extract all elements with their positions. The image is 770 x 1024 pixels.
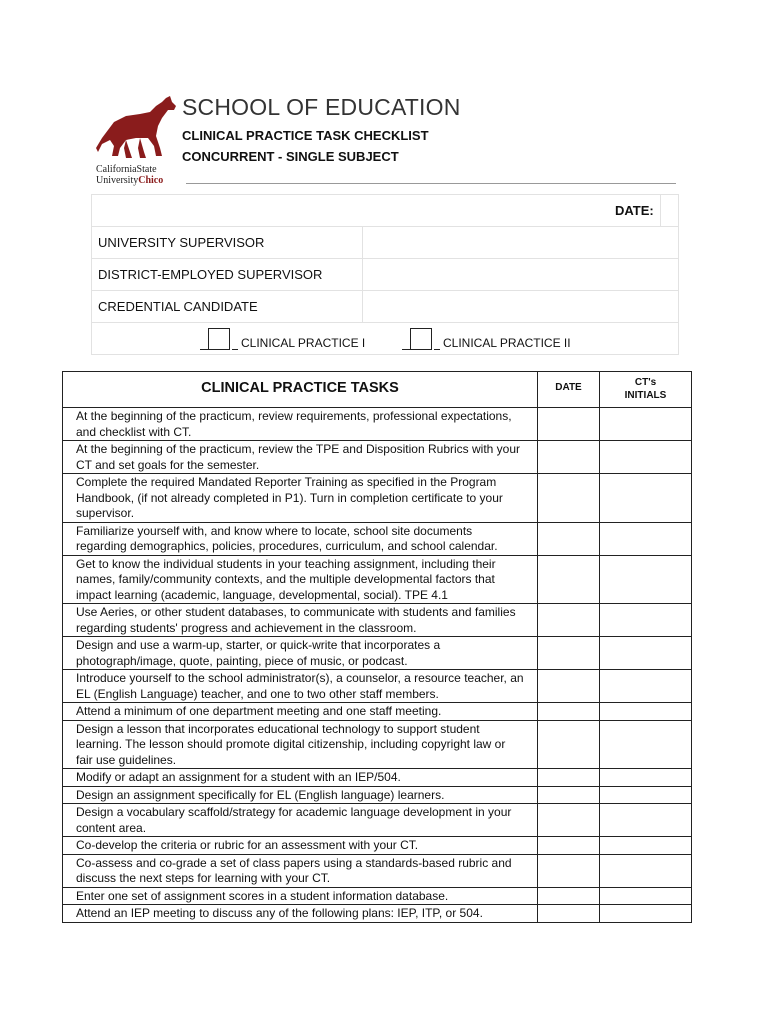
task-initials-cell[interactable] <box>600 604 692 637</box>
date-column-header: DATE <box>538 372 600 408</box>
task-date-cell[interactable] <box>538 670 600 703</box>
task-text: Design an assignment specifically for EL (English language) learners. <box>63 786 538 804</box>
document-subtitle: CLINICAL PRACTICE TASK CHECKLIST <box>182 128 429 143</box>
table-row <box>63 555 692 604</box>
clinical-practice-2-label: CLINICAL PRACTICE II <box>443 335 571 350</box>
task-initials-cell[interactable] <box>600 408 692 441</box>
table-row <box>63 637 692 670</box>
table-row <box>63 408 692 441</box>
table-row <box>63 887 692 905</box>
task-date-cell[interactable] <box>538 854 600 887</box>
clinical-practice-2-checkbox[interactable] <box>410 328 432 350</box>
task-text: Use Aeries, or other student databases, to communicate with students and families regarding students' progress and achievement in the classroom. <box>63 604 538 637</box>
task-date-cell[interactable] <box>538 637 600 670</box>
wordmark-line1: CaliforniaState <box>96 164 157 175</box>
task-date-cell[interactable] <box>538 604 600 637</box>
clinical-practice-1-checkbox[interactable] <box>208 328 230 350</box>
task-text: Co-develop the criteria or rubric for an assessment with your CT. <box>63 837 538 855</box>
date-label: DATE: <box>92 195 661 227</box>
initials-header-line1: CT's <box>634 377 657 388</box>
task-date-cell[interactable] <box>538 703 600 721</box>
task-initials-cell[interactable] <box>600 720 692 769</box>
table-row <box>63 769 692 787</box>
task-date-cell[interactable] <box>538 804 600 837</box>
initials-header-line2: INITIALS <box>624 390 667 401</box>
table-row <box>63 786 692 804</box>
university-supervisor-field[interactable] <box>363 227 679 259</box>
task-text: Introduce yourself to the school administrator(s), a counselor, a resource teacher, an EL (English Language) teacher, and one to two other staff members. <box>63 670 538 703</box>
task-text: At the beginning of the practicum, review the TPE and Disposition Rubrics with your CT and set goals for the semester. <box>63 441 538 474</box>
task-initials-cell[interactable] <box>600 887 692 905</box>
task-initials-cell[interactable] <box>600 703 692 721</box>
task-date-cell[interactable] <box>538 769 600 787</box>
task-text: Attend a minimum of one department meeting and one staff meeting. <box>63 703 538 721</box>
date-field[interactable] <box>660 195 678 227</box>
task-text: Enter one set of assignment scores in a student information database. <box>63 887 538 905</box>
wolf-logo-icon <box>96 96 178 160</box>
task-text: At the beginning of the practicum, review requirements, professional expectations, and checklist with CT. <box>63 408 538 441</box>
tasks-table <box>62 371 692 923</box>
task-initials-cell[interactable] <box>600 837 692 855</box>
task-text: Design a lesson that incorporates educational technology to support student learning. The lesson should promote digital citizenship, including copyright law or fair use guidelines. <box>63 720 538 769</box>
task-date-cell[interactable] <box>538 887 600 905</box>
task-text: Design and use a warm-up, starter, or quick-write that incorporates a photograph/image, quote, painting, piece of music, or podcast. <box>63 637 538 670</box>
task-text: Co-assess and co-grade a set of class papers using a standards-based rubric and discuss the next steps for learning with your CT. <box>63 854 538 887</box>
table-row <box>63 854 692 887</box>
table-row <box>63 905 692 923</box>
clinical-practice-1-label: CLINICAL PRACTICE I <box>241 335 366 350</box>
initials-column-header <box>600 372 692 408</box>
task-date-cell[interactable] <box>538 408 600 441</box>
task-date-cell[interactable] <box>538 441 600 474</box>
task-date-cell[interactable] <box>538 837 600 855</box>
table-row <box>63 522 692 555</box>
clinical-practice-2-option <box>402 328 571 350</box>
table-row <box>63 670 692 703</box>
task-initials-cell[interactable] <box>600 769 692 787</box>
table-row <box>63 720 692 769</box>
table-row <box>63 604 692 637</box>
wordmark-chico: Chico <box>138 175 164 186</box>
task-initials-cell[interactable] <box>600 441 692 474</box>
credential-candidate-label: CREDENTIAL CANDIDATE <box>92 291 363 323</box>
district-supervisor-field[interactable] <box>363 259 679 291</box>
district-supervisor-label: DISTRICT-EMPLOYED SUPERVISOR <box>92 259 363 291</box>
table-row <box>63 441 692 474</box>
task-initials-cell[interactable] <box>600 786 692 804</box>
document-program: CONCURRENT - SINGLE SUBJECT <box>182 149 399 164</box>
task-date-cell[interactable] <box>538 786 600 804</box>
university-supervisor-label: UNIVERSITY SUPERVISOR <box>92 227 363 259</box>
task-initials-cell[interactable] <box>600 670 692 703</box>
task-date-cell[interactable] <box>538 474 600 523</box>
clinical-practice-1-option <box>200 328 365 350</box>
university-wordmark <box>96 164 186 186</box>
task-initials-cell[interactable] <box>600 637 692 670</box>
table-row <box>63 474 692 523</box>
task-text: Attend an IEP meeting to discuss any of the following plans: IEP, ITP, or 504. <box>63 905 538 923</box>
info-table <box>91 194 679 355</box>
table-row <box>63 837 692 855</box>
tasks-column-header: CLINICAL PRACTICE TASKS <box>63 372 538 408</box>
task-text: Get to know the individual students in your teaching assignment, including their names, family/community contexts, and the multiple developmental factors that impact learning (academic, language, developmental, social). TPE 4.1 <box>63 555 538 604</box>
task-initials-cell[interactable] <box>600 905 692 923</box>
credential-candidate-field[interactable] <box>363 291 679 323</box>
header-divider <box>186 183 676 184</box>
task-initials-cell[interactable] <box>600 522 692 555</box>
task-date-cell[interactable] <box>538 905 600 923</box>
task-date-cell[interactable] <box>538 555 600 604</box>
table-row <box>63 804 692 837</box>
task-date-cell[interactable] <box>538 522 600 555</box>
task-text: Complete the required Mandated Reporter Training as specified in the Program Handbook, (if not already completed in P1). Turn in completion certificate to your supervisor. <box>63 474 538 523</box>
task-initials-cell[interactable] <box>600 854 692 887</box>
task-text: Design a vocabulary scaffold/strategy for academic language development in your content area. <box>63 804 538 837</box>
task-text: Familiarize yourself with, and know where to locate, school site documents regarding demographics, policies, procedures, curriculum, and school calendar. <box>63 522 538 555</box>
task-date-cell[interactable] <box>538 720 600 769</box>
page-title: SCHOOL OF EDUCATION <box>182 94 461 120</box>
task-initials-cell[interactable] <box>600 474 692 523</box>
table-row <box>63 703 692 721</box>
wordmark-university: University <box>96 175 139 186</box>
task-initials-cell[interactable] <box>600 555 692 604</box>
task-text: Modify or adapt an assignment for a student with an IEP/504. <box>63 769 538 787</box>
task-initials-cell[interactable] <box>600 804 692 837</box>
